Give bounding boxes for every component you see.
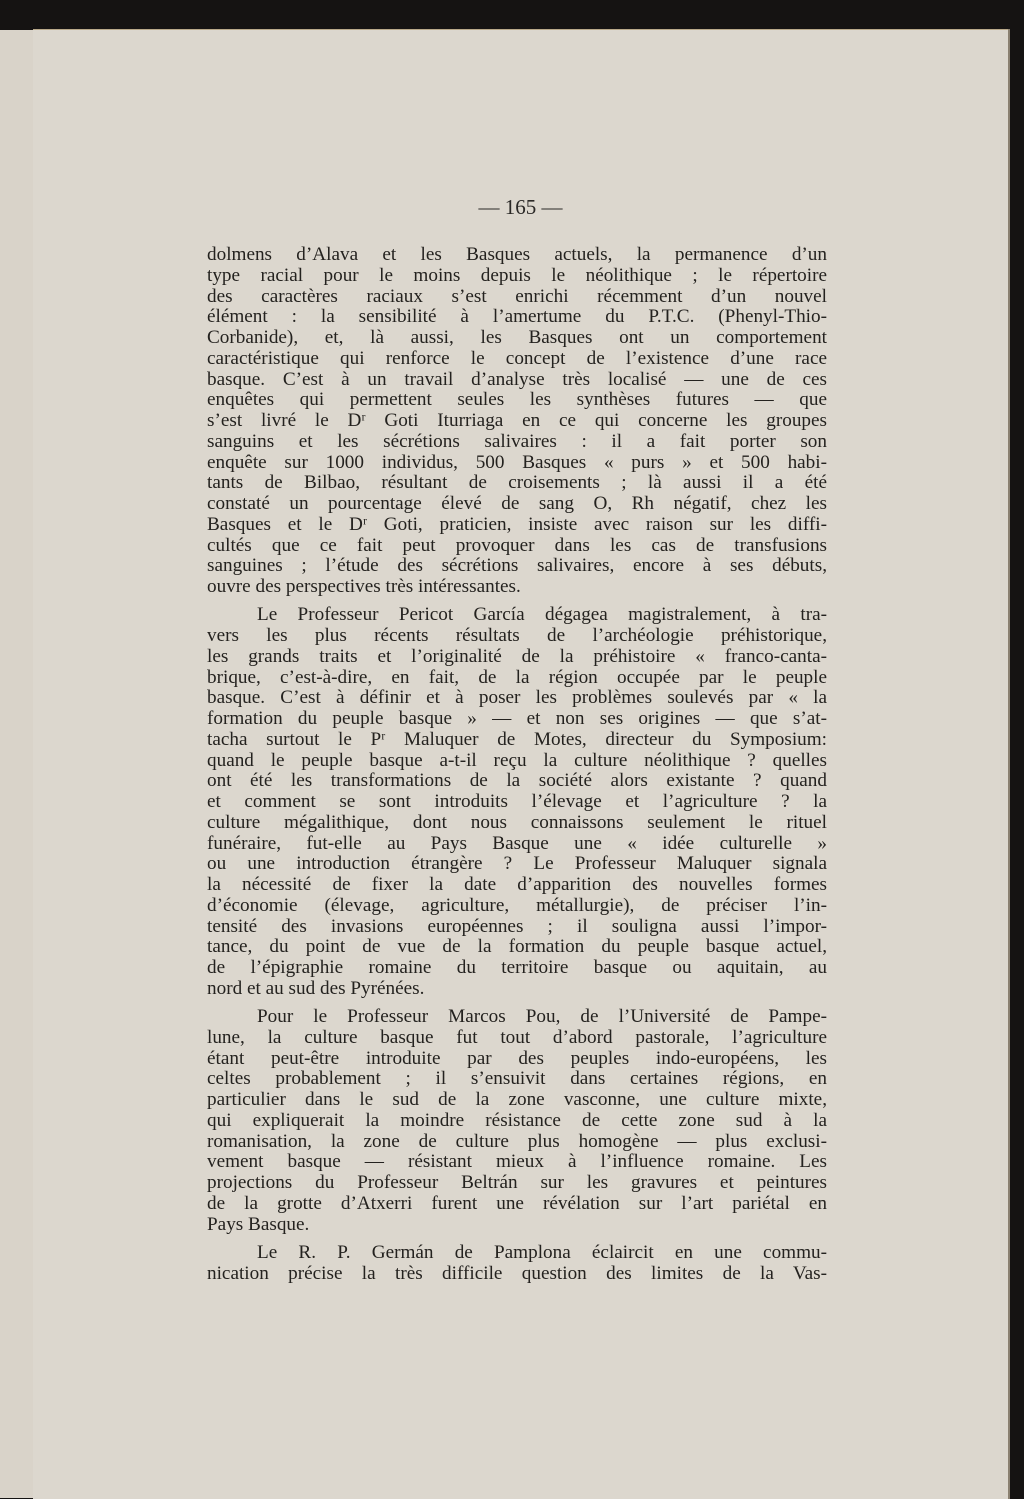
text-line: vers les plus récents résultats de l’archéologie préhistorique,: [207, 625, 827, 646]
paragraph: [207, 1007, 827, 1235]
text-line: tacha surtout le Pʳ Maluquer de Motes, directeur du Symposium:: [207, 728, 827, 750]
document-page: [33, 29, 1008, 1499]
text-line: Pour le Professeur Marcos Pou, de l’Université de Pampe-: [257, 1006, 827, 1027]
text-line: constaté un pourcentage élevé de sang O, Rh négatif, chez les: [207, 493, 827, 514]
text-line: et comment se sont introduits l’élevage et l’agriculture ? la: [207, 791, 827, 812]
text-line: cultés que ce fait peut provoquer dans les cas de transfusions: [207, 534, 827, 556]
text-line: de l’épigraphie romaine du territoire basque ou aquitain, au: [207, 957, 827, 978]
text-line: sanguines ; l’étude des sécrétions salivaires, encore à ses débuts,: [207, 555, 827, 577]
text-line: Pays Basque.: [207, 1213, 310, 1235]
text-line: projections du Professeur Beltrán sur les gravures et peintures: [207, 1172, 827, 1193]
text-line: Corbanide), et, là aussi, les Basques ont un comportement: [207, 327, 827, 348]
text-line: caractéristique qui renforce le concept de l’existence d’une race: [207, 347, 827, 369]
text-line: étant peut-être introduite par des peuples indo-européens, les: [207, 1047, 827, 1069]
text-line: enquête sur 1000 individus, 500 Basques « purs » et 500 habi-: [207, 451, 827, 473]
text-line: tensité des invasions européennes ; il souligna aussi l’impor-: [207, 915, 827, 937]
text-line: tance, du point de vue de la formation du peuple basque actuel,: [207, 936, 827, 958]
text-line: basque. C’est à un travail d’analyse très localisé — une de ces: [207, 368, 827, 390]
text-line: vement basque — résistant mieux à l’influence romaine. Les: [207, 1151, 827, 1173]
text-line: enquêtes qui permettent seules les synthèses futures — que: [207, 389, 827, 411]
text-line: celtes probablement ; il s’ensuivit dans certaines régions, en: [207, 1068, 827, 1090]
text-line: ont été les transformations de la société alors existante ? quand: [207, 770, 827, 792]
text-line: de la grotte d’Atxerri furent une révélation sur l’art pariétal en: [207, 1192, 827, 1214]
page-number: — 165 —: [478, 195, 563, 219]
text-column: [207, 245, 827, 1292]
text-line: formation du peuple basque » — et non ses origines — que s’at-: [207, 708, 827, 729]
text-line: romanisation, la zone de culture plus homogène — plus exclusi-: [207, 1130, 827, 1152]
text-line: la nécessité de fixer la date d’apparition des nouvelles formes: [207, 874, 827, 895]
text-line: Le Professeur Pericot García dégagea magistralement, à tra-: [257, 604, 827, 626]
paragraph: [207, 245, 827, 598]
text-line: ou une introduction étrangère ? Le Professeur Maluquer signala: [207, 853, 827, 875]
text-line: dolmens d’Alava et les Basques actuels, la permanence d’un: [207, 244, 827, 265]
paragraph: [207, 1243, 827, 1285]
facing-page-edge: [0, 30, 35, 1498]
text-line: qui expliquerait la moindre résistance de cette zone sud à la: [207, 1109, 827, 1131]
text-line: culture mégalithique, dont nous connaissons seulement le rituel: [207, 811, 827, 833]
text-line: funéraire, fut-elle au Pays Basque une « idée culturelle »: [207, 832, 827, 854]
text-line: nord et au sud des Pyrénées.: [207, 977, 425, 999]
text-line: des caractères raciaux s’est enrichi récemment d’un nouvel: [207, 285, 827, 307]
text-line: particulier dans le sud de la zone vasconne, une culture mixte,: [207, 1089, 827, 1110]
text-line: s’est livré le Dʳ Goti Iturriaga en ce qui concerne les groupes: [207, 410, 827, 431]
text-line: type racial pour le moins depuis le néolithique ; le répertoire: [207, 264, 827, 286]
text-line: élément : la sensibilité à l’amertume du P.T.C. (Phenyl-Thio-: [207, 306, 827, 328]
text-line: Basques et le Dʳ Goti, praticien, insiste avec raison sur les diffi-: [207, 513, 827, 535]
text-line: tants de Bilbao, résultant de croisements ; là aussi il a été: [207, 472, 827, 494]
paragraph: [207, 605, 827, 999]
text-line: Le R. P. Germán de Pamplona éclaircit en une commu-: [257, 1241, 827, 1263]
text-line: sanguins et les sécrétions salivaires : il a fait porter son: [207, 430, 827, 452]
text-line: brique, c’est-à-dire, en fait, de la région occupée par le peuple: [207, 666, 827, 688]
text-line: d’économie (élevage, agriculture, métallurgie), de préciser l’in-: [207, 894, 827, 916]
text-line: les grands traits et l’originalité de la préhistoire « franco-canta-: [207, 645, 827, 667]
text-line: basque. C’est à définir et à poser les problèmes soulevés par « la: [207, 687, 827, 709]
text-line: ouvre des perspectives très intéressantes.: [207, 576, 521, 597]
text-line: lune, la culture basque fut tout d’abord pastorale, l’agriculture: [207, 1026, 827, 1048]
text-line: quand le peuple basque a-t-il reçu la culture néolithique ? quelles: [207, 749, 827, 771]
text-line: nication précise la très difficile question des limites de la Vas-: [207, 1262, 827, 1284]
